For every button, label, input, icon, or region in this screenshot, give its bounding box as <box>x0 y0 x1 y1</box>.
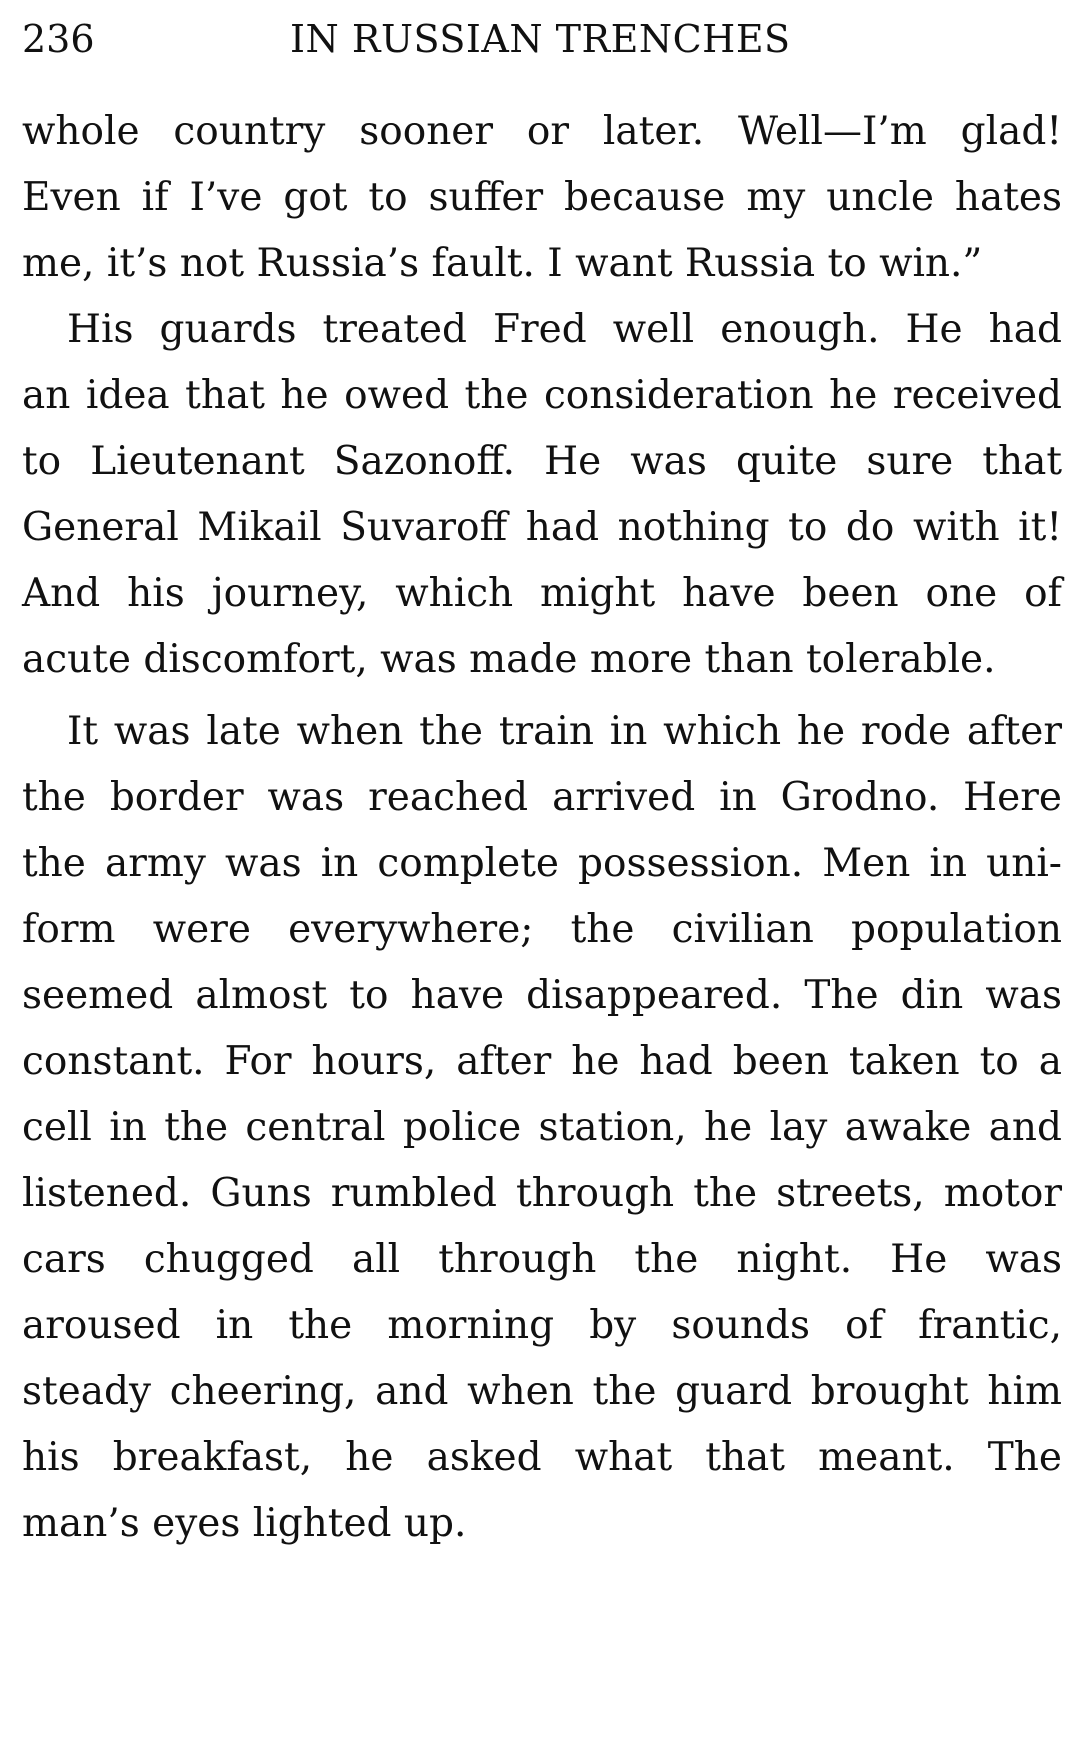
text-line: And his journey, which might have been one of <box>22 571 1062 616</box>
text-line: aroused in the morning by sounds of frantic, <box>22 1303 1062 1348</box>
text-line: It was late when the train in which he rode after <box>67 709 1062 754</box>
text-line: the army was in complete possession. Men in uni- <box>22 841 1062 886</box>
text-line: steady cheering, and when the guard brought him <box>22 1369 1062 1414</box>
text-line: General Mikail Suvaroff had nothing to do with it! <box>22 505 1062 550</box>
running-head <box>22 14 1062 64</box>
text-line: his breakfast, he asked what that meant. The <box>22 1435 1062 1480</box>
text-line: the border was reached arrived in Grodno. Here <box>22 775 1062 820</box>
page-number: 236 <box>22 17 95 61</box>
text-line: Even if I’ve got to suffer because my uncle hates <box>22 175 1062 220</box>
text-line: to Lieutenant Sazonoff. He was quite sure that <box>22 439 1062 484</box>
text-line: seemed almost to have disappeared. The din was <box>22 973 1062 1018</box>
text-line: His guards treated Fred well enough. He had <box>67 307 1062 352</box>
text-line: listened. Guns rumbled through the streets, motor <box>22 1171 1062 1216</box>
book-page <box>22 0 1062 1742</box>
text-line: whole country sooner or later. Well—I’m glad! <box>22 109 1062 154</box>
text-line: cars chugged all through the night. He was <box>22 1237 1062 1282</box>
text-line: form were everywhere; the civilian population <box>22 907 1062 952</box>
text-line: man’s eyes lighted up. <box>22 1501 467 1546</box>
text-line: constant. For hours, after he had been taken to a <box>22 1039 1062 1084</box>
running-title: IN RUSSIAN TRENCHES <box>290 17 791 61</box>
text-line: me, it’s not Russia’s fault. I want Russia to win.” <box>22 241 983 286</box>
text-line: cell in the central police station, he lay awake and <box>22 1105 1062 1150</box>
text-line: an idea that he owed the consideration he received <box>22 373 1062 418</box>
text-line: acute discomfort, was made more than tolerable. <box>22 637 996 682</box>
